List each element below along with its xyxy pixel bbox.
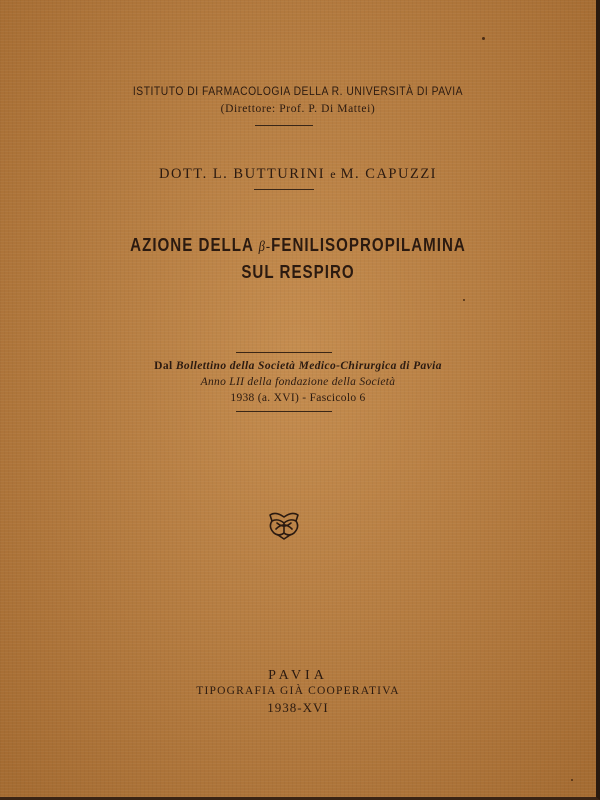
rule-under-institute — [255, 125, 313, 126]
title-prefix: AZIONE DELLA — [130, 235, 254, 255]
title-line-2: SUL RESPIRO — [241, 262, 355, 282]
title-compound: FENILISOPROPILAMINA — [271, 235, 466, 255]
printer-name: TIPOGRAFIA GIÀ COOPERATIVA — [196, 685, 400, 697]
author-conjunction: e — [330, 167, 336, 181]
rule-below-source — [236, 411, 332, 412]
source-line-2: Anno LII della fondazione della Società — [200, 376, 396, 388]
institute-heading: ISTITUTO DI FARMACOLOGIA DELLA R. UNIVERSITÀ DI PAVIA — [132, 84, 464, 98]
paper-speck — [571, 779, 573, 781]
rule-under-authors — [254, 189, 314, 190]
paper-speck — [463, 299, 465, 301]
publication-city: PAVIA — [268, 668, 328, 683]
printer-mark-knot-icon — [266, 509, 302, 541]
publication-year: 1938-XVI — [267, 700, 329, 715]
source-line-1 — [0, 360, 596, 372]
source-prefix: Dal — [154, 360, 173, 372]
author-butturini: DOTT. L. BUTTURINI — [158, 166, 326, 182]
authors-line — [0, 166, 596, 183]
rule-above-source — [236, 352, 332, 353]
source-journal: Bollettino della Società Medico-Chirurgica di Pavia — [175, 360, 442, 372]
director-line: (Direttore: Prof. P. Di Mattei) — [220, 103, 376, 115]
source-line-3: 1938 (a. XVI) - Fascicolo 6 — [230, 392, 366, 404]
paper-speck — [482, 37, 485, 40]
title-line-1 — [48, 235, 549, 256]
author-capuzzi: M. CAPUZZI — [340, 166, 438, 182]
title-beta: β- — [258, 239, 272, 255]
